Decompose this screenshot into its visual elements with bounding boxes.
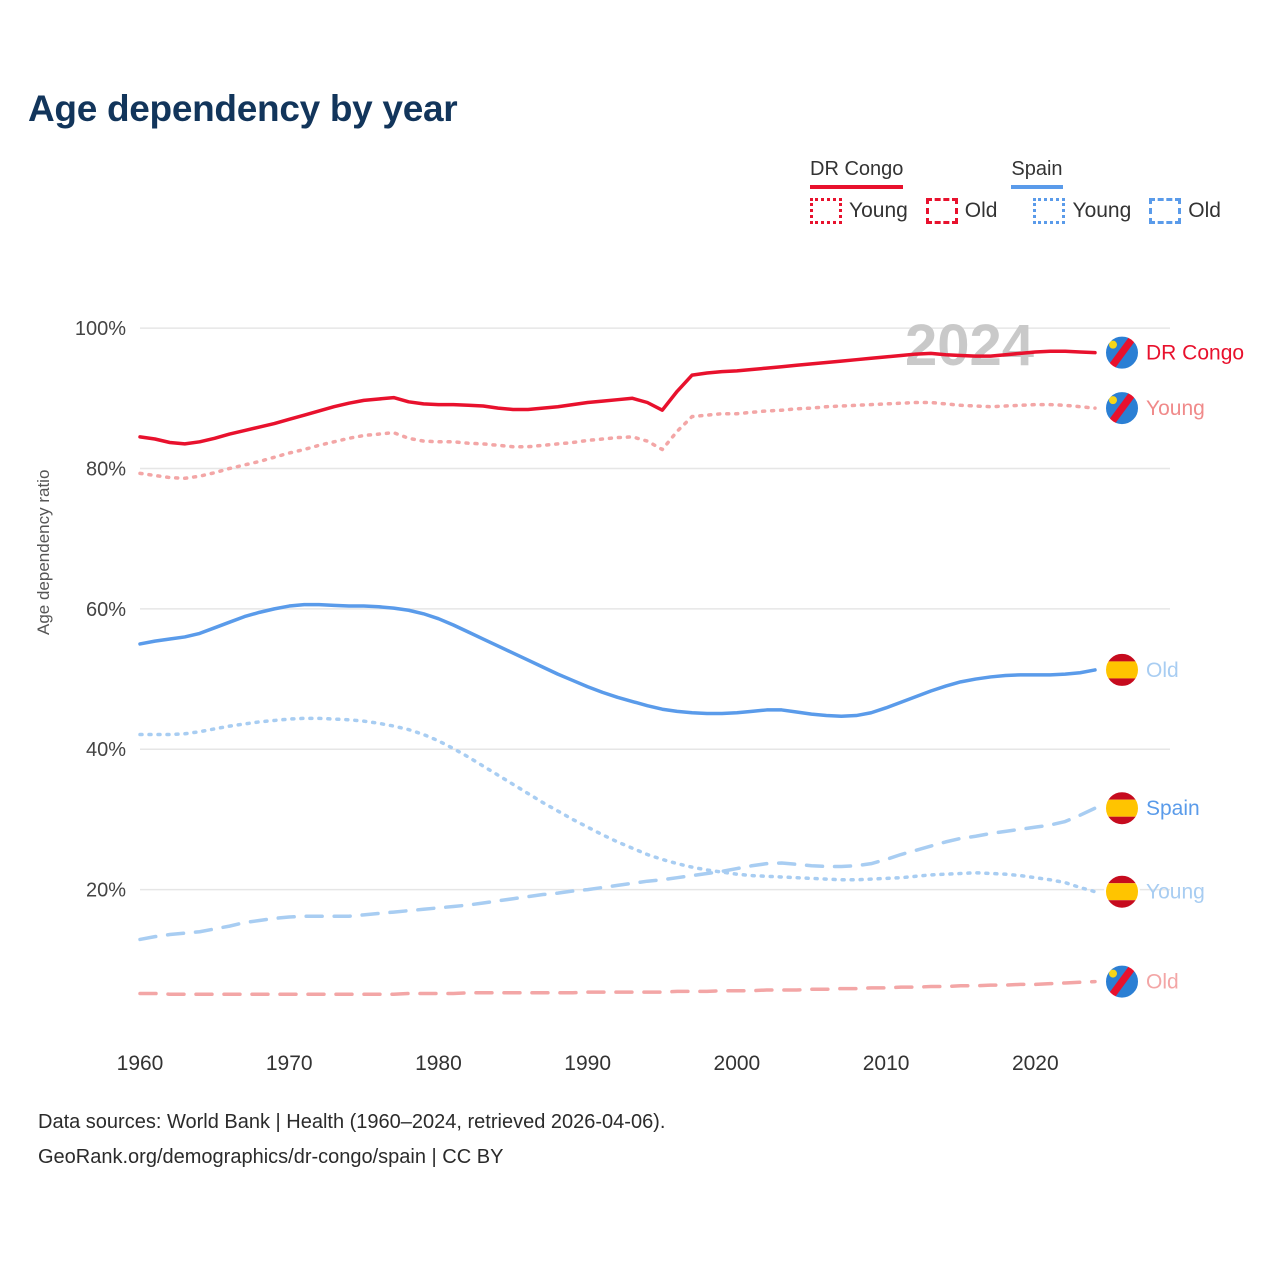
year-watermark: 2024 xyxy=(905,313,1035,378)
dashed-line-swatch-icon xyxy=(926,198,958,224)
legend-country-spain[interactable]: Spain xyxy=(1011,158,1062,189)
svg-text:1980: 1980 xyxy=(415,1052,462,1075)
chart-footer xyxy=(38,1105,665,1175)
legend-item-label: Old xyxy=(1188,199,1221,222)
series-end-label xyxy=(1105,391,1205,425)
series-end-labels xyxy=(1105,336,1244,999)
svg-text:1960: 1960 xyxy=(116,1052,164,1075)
line-chart xyxy=(0,255,1280,1075)
svg-text:1990: 1990 xyxy=(564,1052,612,1075)
legend-item-spain-young[interactable] xyxy=(1033,198,1131,224)
svg-text:20%: 20% xyxy=(85,879,126,902)
dashed-line-swatch-icon xyxy=(1149,198,1181,224)
chart-series xyxy=(140,351,1095,994)
svg-text:40%: 40% xyxy=(85,739,126,762)
legend-item-label: Young xyxy=(849,199,908,222)
chart-legend xyxy=(810,158,1270,248)
series-end-label xyxy=(1105,875,1205,909)
legend-item-spain-old[interactable] xyxy=(1149,198,1221,224)
legend-items xyxy=(810,198,1239,224)
x-axis-ticks xyxy=(117,1052,1059,1075)
end-label-text: Old xyxy=(1146,658,1179,682)
legend-item-label: Young xyxy=(1072,199,1132,222)
end-label-text: Young xyxy=(1146,397,1205,421)
legend-country-dr-congo[interactable]: DR Congo xyxy=(810,158,903,189)
dotted-line-swatch-icon xyxy=(1033,198,1065,224)
series-line xyxy=(140,605,1095,717)
svg-text:60%: 60% xyxy=(85,598,126,621)
svg-text:1970: 1970 xyxy=(265,1052,313,1075)
dotted-line-swatch-icon xyxy=(810,198,842,224)
series-line xyxy=(140,403,1095,479)
svg-text:2000: 2000 xyxy=(713,1052,761,1075)
legend-item-dr-congo-young[interactable] xyxy=(810,198,908,224)
end-label-text: Spain xyxy=(1146,797,1200,821)
y-axis-ticks xyxy=(75,318,126,902)
end-label-text: Young xyxy=(1146,880,1205,904)
series-line xyxy=(140,982,1095,995)
series-end-label xyxy=(1105,965,1179,999)
legend-countries xyxy=(810,158,1270,189)
svg-text:2020: 2020 xyxy=(1011,1052,1059,1075)
svg-text:80%: 80% xyxy=(85,458,126,481)
data-source-line: Data sources: World Bank | Health (1960–2024, retrieved 2026-04-06). xyxy=(38,1111,666,1133)
svg-text:2010: 2010 xyxy=(862,1052,910,1075)
series-end-label xyxy=(1105,653,1179,687)
end-label-text: Old xyxy=(1146,970,1179,994)
chart-gridlines xyxy=(140,328,1170,890)
chart-area xyxy=(0,255,1280,1075)
series-end-label xyxy=(1105,791,1200,825)
svg-text:100%: 100% xyxy=(74,318,126,341)
series-end-label xyxy=(1105,336,1244,370)
page-title: Age dependency by year xyxy=(28,88,458,129)
y-axis-label: Age dependency ratio xyxy=(34,469,53,635)
end-label-text: DR Congo xyxy=(1146,341,1245,365)
legend-item-label: Old xyxy=(964,199,998,222)
attribution-line[interactable]: GeoRank.org/demographics/dr-congo/spain | CC BY xyxy=(38,1146,504,1168)
legend-item-dr-congo-old[interactable] xyxy=(926,198,998,224)
series-line xyxy=(140,718,1095,891)
